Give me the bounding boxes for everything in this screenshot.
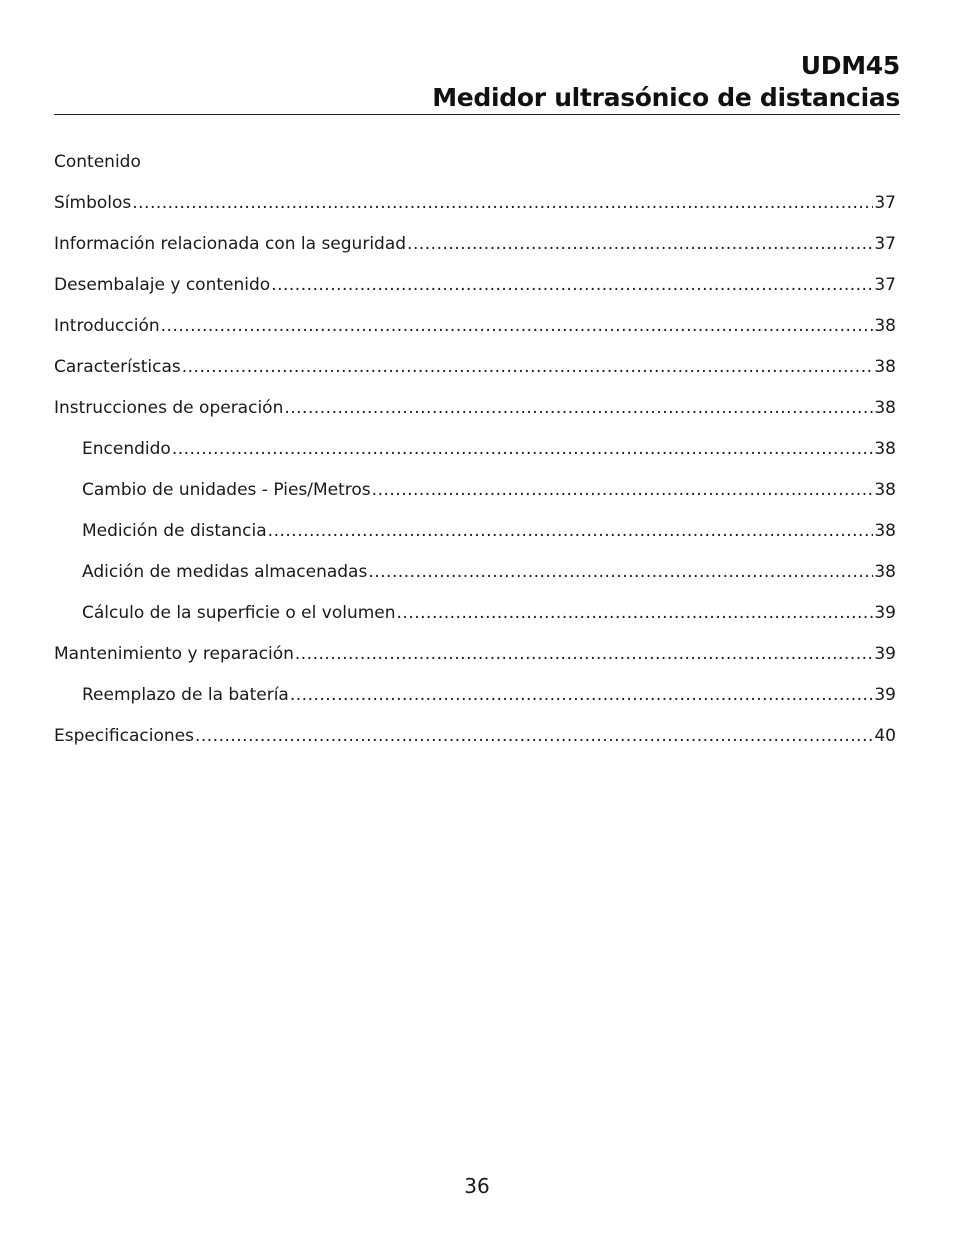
dot-leader [195,725,873,747]
toc-entry[interactable] [54,233,896,274]
toc-subentry[interactable] [54,684,896,725]
dot-leader [290,684,874,706]
toc-entry[interactable] [54,397,896,438]
toc-entry[interactable] [54,725,896,766]
document-title: Medidor ultrasónico de distancias [432,83,900,112]
toc-subentry[interactable] [54,520,896,561]
toc-entry-page: 38 [874,357,896,377]
toc-entry-page: 39 [874,644,896,664]
dot-leader [407,233,873,255]
toc-entry-page: 37 [874,275,896,295]
toc-entry-page: 37 [874,234,896,254]
toc-entry-label: Encendido [82,439,171,459]
toc-entry-label: Cálculo de la superficie o el volumen [82,603,396,623]
toc-entry-label: Cambio de unidades - Pies/Metros [82,480,371,500]
dot-leader [161,315,874,337]
toc-entry-label: Medición de distancia [82,521,267,541]
dot-leader [295,643,873,665]
toc-entry-page: 40 [874,726,896,746]
toc-entry-label: Instrucciones de operación [54,398,284,418]
toc-entry-page: 38 [874,316,896,336]
toc-entry-page: 37 [874,193,896,213]
dot-leader [368,561,873,583]
toc-entry[interactable] [54,192,896,233]
product-model: UDM45 [800,51,900,80]
dot-leader [372,479,874,501]
header-divider [54,114,900,115]
toc-subentry[interactable] [54,438,896,479]
dot-leader [172,438,874,460]
document-header [54,50,900,114]
toc-entry-label: Símbolos [54,193,132,213]
toc-subentry[interactable] [54,561,896,602]
toc-entry-label: Desembalaje y contenido [54,275,271,295]
page-number: 36 [464,1174,490,1198]
toc-entry-label: Adición de medidas almacenadas [82,562,368,582]
toc-entry-label: Reemplazo de la batería [82,685,289,705]
toc-entry[interactable] [54,315,896,356]
toc-entry-page: 38 [874,480,896,500]
dot-leader [182,356,874,378]
toc-subentry[interactable] [54,602,896,643]
toc-entry-label: Características [54,357,181,377]
toc-entry-page: 38 [874,521,896,541]
table-of-contents [54,192,896,766]
toc-entry[interactable] [54,356,896,397]
dot-leader [284,397,873,419]
toc-subentry[interactable] [54,479,896,520]
toc-entry-label: Introducción [54,316,160,336]
toc-entry-label: Información relacionada con la seguridad [54,234,407,254]
toc-entry-page: 39 [874,603,896,623]
toc-entry-label: Mantenimiento y reparación [54,644,294,664]
toc-entry-page: 38 [874,562,896,582]
toc-entry-page: 38 [874,398,896,418]
toc-heading: Contenido [54,152,141,172]
dot-leader [271,274,873,296]
toc-entry[interactable] [54,643,896,684]
toc-entry-page: 38 [874,439,896,459]
toc-entry-label: Especificaciones [54,726,194,746]
dot-leader [132,192,873,214]
toc-entry-page: 39 [874,685,896,705]
dot-leader [397,602,874,624]
dot-leader [268,520,874,542]
toc-entry[interactable] [54,274,896,315]
